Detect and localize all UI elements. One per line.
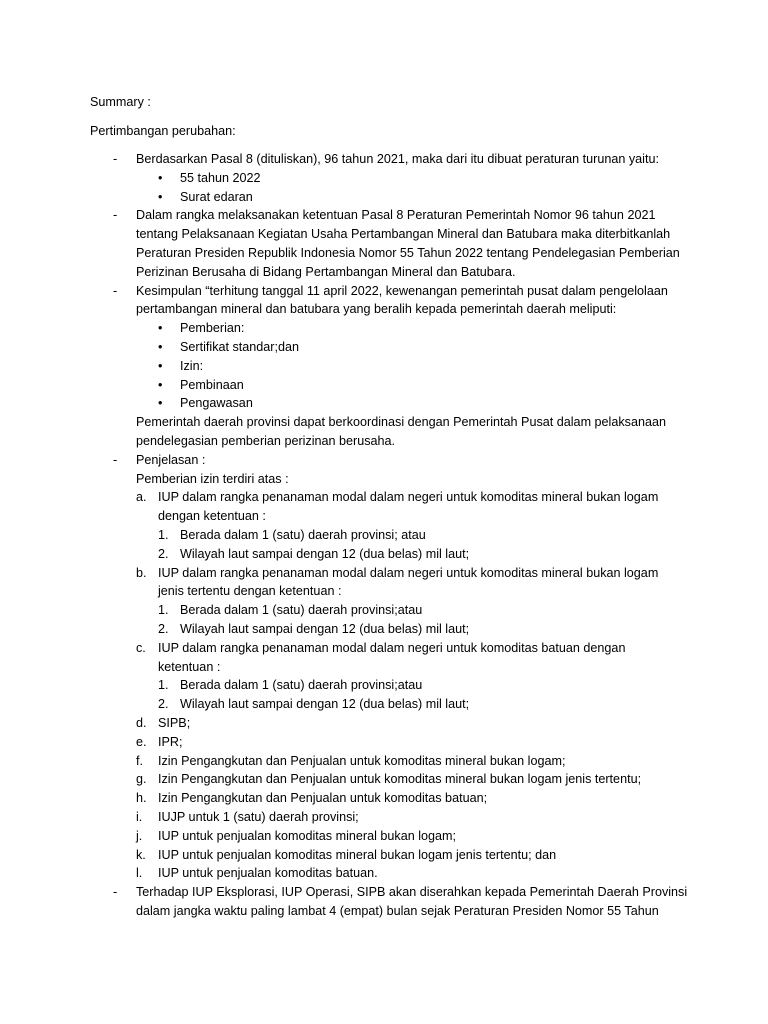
- paragraph-line: tentang Pelaksanaan Kegiatan Usaha Pertambangan Mineral dan Batubara maka diterbitkanlah: [136, 227, 671, 242]
- lettered-item: SIPB;: [158, 716, 191, 730]
- bullet-item: Sertifikat standar;dan: [180, 340, 300, 354]
- list-dash-marker: -: [113, 452, 118, 467]
- bullet-item: Surat edaran: [180, 189, 253, 204]
- bullet-item: Pemberian:: [180, 321, 245, 336]
- bullet-item: Izin:: [180, 358, 204, 373]
- paragraph-line: Kesimpulan “terhitung tanggal 11 april 2022, kewenangan pemerintah pusat dalam pengelolaan: [136, 283, 668, 298]
- letter-marker: j.: [136, 828, 143, 843]
- paragraph-line: pertambangan mineral dan batubara yang beralih kepada pemerintah daerah meliputi:: [136, 302, 617, 317]
- lettered-item: IUP dalam rangka penanaman modal dalam negeri untuk komoditas batuan dengan: [158, 640, 626, 655]
- lettered-item: IUP untuk penjualan komoditas mineral bukan logam jenis tertentu; dan: [158, 847, 557, 862]
- section-title: Pertimbangan perubahan:: [90, 124, 236, 138]
- letter-marker: d.: [136, 716, 147, 730]
- lettered-item: Izin Pengangkutan dan Penjualan untuk komoditas batuan;: [158, 791, 488, 806]
- number-marker: 1.: [158, 678, 169, 693]
- letter-marker: i.: [136, 810, 143, 824]
- numbered-item: Wilayah laut sampai dengan 12 (dua belas) mil laut;: [180, 622, 470, 636]
- list-dash-marker: -: [113, 283, 118, 298]
- letter-marker: k.: [136, 847, 146, 862]
- number-marker: 2.: [158, 622, 169, 636]
- lettered-item: IUP dalam rangka penanaman modal dalam negeri untuk komoditas mineral bukan logam: [158, 565, 659, 580]
- lettered-item: ketentuan :: [158, 659, 221, 674]
- paragraph-line: Terhadap IUP Eksplorasi, IUP Operasi, SIPB akan diserahkan kepada Pemerintah Daerah Provinsi: [136, 885, 688, 900]
- bullet-item: Pembinaan: [180, 377, 244, 392]
- numbered-item: Wilayah laut sampai dengan 12 (dua belas) mil laut;: [180, 697, 470, 712]
- lettered-item: dengan ketentuan :: [158, 509, 266, 524]
- numbered-item: Wilayah laut sampai dengan 12 (dua belas) mil laut;: [180, 546, 470, 561]
- numbered-item: Berada dalam 1 (satu) daerah provinsi; atau: [180, 528, 426, 542]
- number-marker: 1.: [158, 528, 169, 542]
- list-dash-marker: -: [113, 152, 118, 166]
- lettered-item: IUP untuk penjualan komoditas mineral bukan logam;: [158, 828, 456, 843]
- paragraph-line: Dalam rangka melaksanakan ketentuan Pasal 8 Peraturan Pemerintah Nomor 96 tahun 2021: [136, 208, 656, 223]
- paragraph-line: Peraturan Presiden Republik Indonesia Nomor 55 Tahun 2022 tentang Pendelegasian Pemberian: [136, 246, 680, 260]
- lettered-item: Izin Pengangkutan dan Penjualan untuk komoditas mineral bukan logam;: [158, 753, 566, 768]
- lettered-item: IUP untuk penjualan komoditas batuan.: [158, 866, 378, 881]
- letter-marker: a.: [136, 490, 147, 505]
- bullet-marker: •: [158, 321, 163, 336]
- numbered-item: Berada dalam 1 (satu) daerah provinsi;atau: [180, 678, 423, 693]
- bullet-marker: •: [158, 358, 163, 373]
- paragraph-line: Penjelasan :: [136, 452, 206, 467]
- bullet-marker: •: [158, 170, 163, 185]
- lettered-item: IPR;: [158, 734, 183, 749]
- lettered-item: Izin Pengangkutan dan Penjualan untuk komoditas mineral bukan logam jenis tertentu;: [158, 772, 642, 787]
- bullet-marker: •: [158, 396, 163, 411]
- paragraph-line: dalam jangka waktu paling lambat 4 (empat) bulan sejak Peraturan Presiden Nomor 55 Tahun: [136, 904, 659, 918]
- paragraph-line: Pemerintah daerah provinsi dapat berkoordinasi dengan Pemerintah Pusat dalam pelaksanaan: [136, 415, 666, 430]
- letter-marker: f.: [136, 753, 143, 768]
- number-marker: 1.: [158, 603, 169, 618]
- letter-marker: g.: [136, 772, 147, 787]
- letter-marker: e.: [136, 734, 147, 749]
- list-dash-marker: -: [113, 208, 118, 223]
- letter-marker: l.: [136, 866, 143, 881]
- paragraph-line: Berdasarkan Pasal 8 (dituliskan), 96 tahun 2021, maka dari itu dibuat peraturan turunan yaitu:: [136, 152, 659, 166]
- bullet-item: 55 tahun 2022: [180, 170, 261, 185]
- lettered-item: IUJP untuk 1 (satu) daerah provinsi;: [158, 810, 359, 824]
- number-marker: 2.: [158, 546, 169, 561]
- numbered-item: Berada dalam 1 (satu) daerah provinsi;atau: [180, 603, 423, 618]
- paragraph-line: Pemberian izin terdiri atas :: [136, 471, 289, 486]
- paragraph-line: Perizinan Berusaha di Bidang Pertambangan Mineral dan Batubara.: [136, 264, 516, 279]
- bullet-marker: •: [158, 377, 163, 392]
- paragraph-line: pendelegasian pemberian perizinan berusaha.: [136, 434, 396, 448]
- lettered-item: jenis tertentu dengan ketentuan :: [158, 584, 342, 599]
- number-marker: 2.: [158, 697, 169, 712]
- bullet-marker: •: [158, 340, 163, 354]
- letter-marker: b.: [136, 565, 147, 580]
- bullet-marker: •: [158, 189, 163, 204]
- lettered-item: IUP dalam rangka penanaman modal dalam negeri untuk komoditas mineral bukan logam: [158, 490, 659, 505]
- list-dash-marker: -: [113, 885, 118, 900]
- summary-label: Summary :: [90, 95, 151, 109]
- letter-marker: c.: [136, 640, 146, 655]
- letter-marker: h.: [136, 791, 147, 806]
- bullet-item: Pengawasan: [180, 396, 253, 411]
